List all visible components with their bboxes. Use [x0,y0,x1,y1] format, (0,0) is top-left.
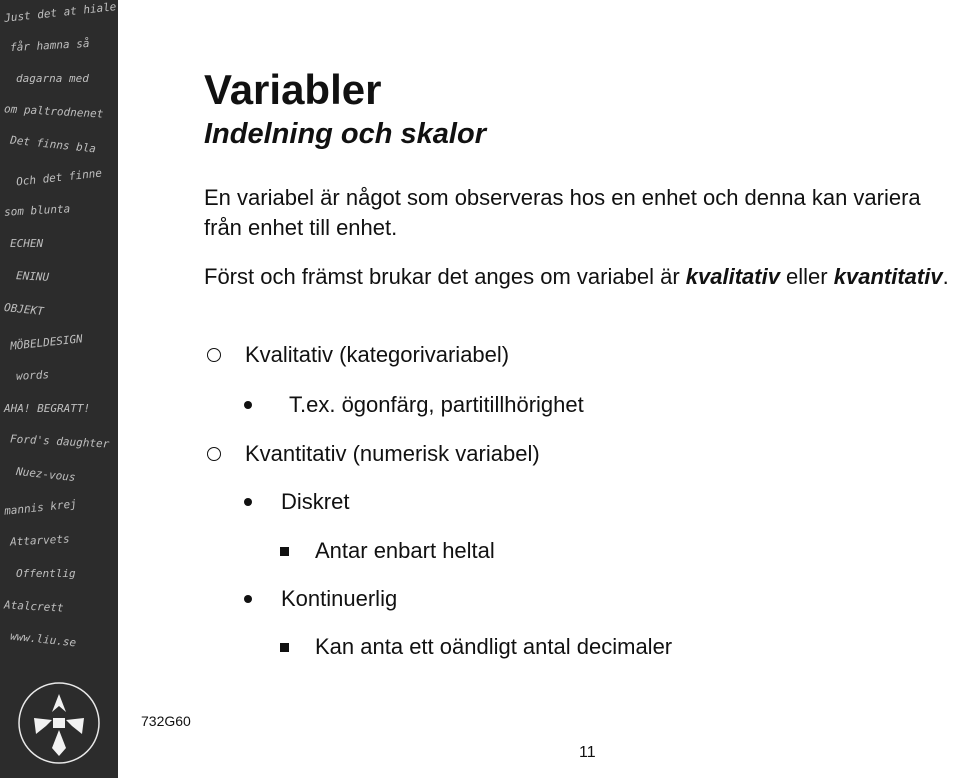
liu-logo [14,676,104,771]
list-item [280,537,495,565]
chalk-text: om paltrodnenet [3,102,104,121]
text-span: Först och främst brukar det anges om variabel är [204,264,686,289]
chalk-text: Atalcrett [3,598,64,615]
chalk-text: MÖBELDESIGN [9,332,84,353]
list-item-text: Kvantitativ (numerisk variabel) [245,441,540,466]
dot-bullet-icon [244,401,252,409]
course-code: 732G60 [141,713,191,729]
list-item-text: Diskret [281,489,350,514]
chalk-text: Just det at hiale [3,0,117,25]
chalk-text: får hamna så [9,36,90,55]
square-bullet-icon [280,547,289,556]
chalk-text: OBJEKT [3,300,45,319]
page-number: 11 [579,744,596,761]
square-bullet-icon [280,643,289,652]
chalk-text: AHA! BEGRATT! [4,402,91,415]
list-item [280,633,672,661]
chalk-text: som blunta [3,202,71,219]
chalk-text: www.liu.se [9,629,77,650]
dot-bullet-icon [244,498,252,506]
term-kvalitativ: kvalitativ [685,264,780,289]
list-item [244,585,397,613]
list-item [207,341,509,369]
list-item-text: Kvalitativ (kategorivariabel) [245,342,510,367]
list-item [244,488,349,516]
paragraph-definition: En variabel är något som observeras hos en enhet och denna kan variera från enhet till enhet. [204,185,921,240]
circle-bullet-icon [207,447,221,461]
slide-subtitle: Indelning och skalor [204,118,486,150]
text-span: . [942,264,949,289]
dot-bullet-icon [244,595,252,603]
chalk-text: ECHEN [10,237,44,250]
paragraph-types [204,262,954,292]
chalk-text: mannis krej [3,497,78,518]
text-span: eller [779,264,834,289]
list-item-text: Kontinuerlig [281,586,398,611]
list-item-text: Antar enbart heltal [315,538,495,563]
chalk-text: Det finns bla [9,133,97,156]
list-item-text: Kan anta ett oändligt antal decimaler [315,634,673,659]
chalk-text: Ford's daughter [9,432,110,451]
chalk-text: Och det finne [15,166,103,189]
chalk-text: Attarvets [9,532,70,549]
chalk-text: ENINU [15,269,50,284]
list-item-text: T.ex. ögonfärg, partitillhörighet [289,392,584,417]
list-item [244,391,584,419]
circle-bullet-icon [207,348,221,362]
chalk-text: words [15,368,50,383]
chalkboard-sidebar [0,0,118,778]
chalk-text: Offentlig [16,567,76,580]
slide-title: Variabler [204,66,382,113]
chalk-text: dagarna med [16,72,89,85]
list-item [207,440,540,468]
chalk-text: Nuez-vous [15,464,77,485]
term-kvantitativ: kvantitativ [833,264,943,289]
